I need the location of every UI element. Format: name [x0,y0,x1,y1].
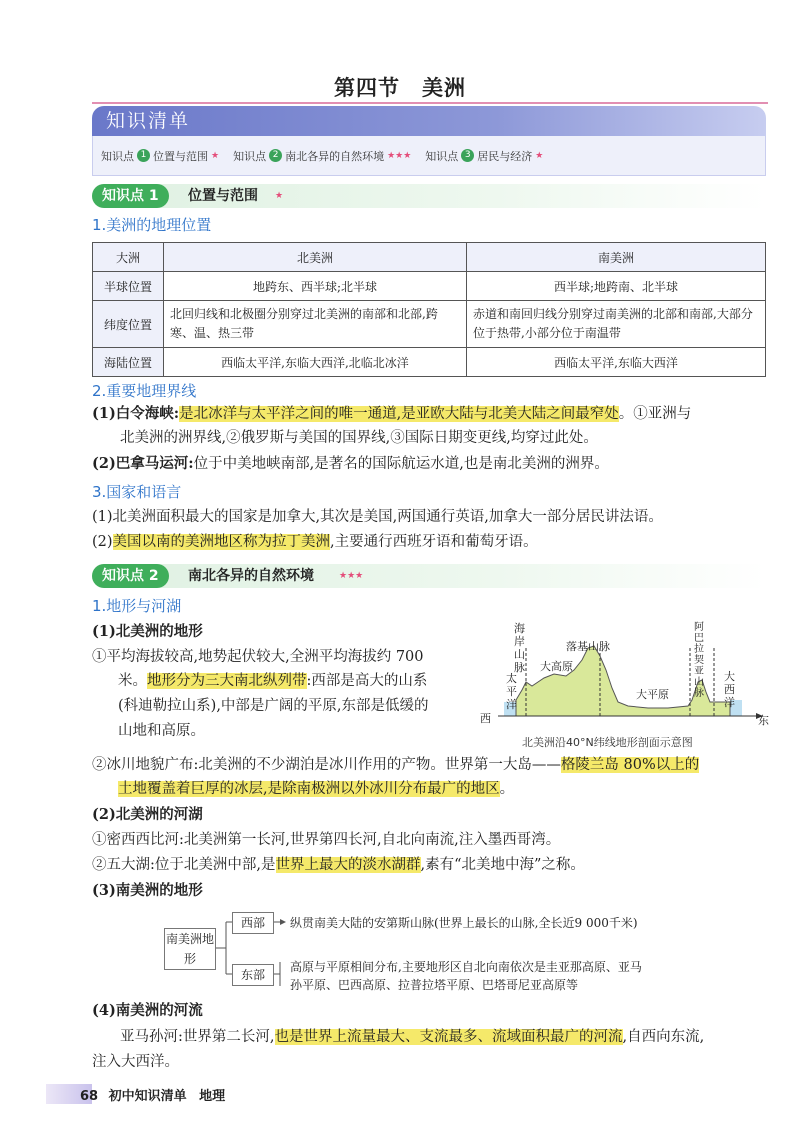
glacier-paragraph-cont [118,778,768,800]
row-label: 纬度位置 [93,301,164,348]
rocky-mountains-label: 落基山脉 [566,640,610,653]
glacier-paragraph [92,754,772,776]
kp-prefix: 知识点 [425,149,459,163]
page-number: 68 [80,1089,99,1104]
pacific-label: 太平洋 [506,672,517,711]
text: 。 [499,781,515,797]
highlight: 土地覆盖着巨厚的冰层,是除南极洲以外冰川分布最广的地区 [118,781,500,797]
west-label: 西 [480,712,491,725]
great-plains-label: 大平原 [636,688,669,701]
row-label: 半球位置 [93,272,164,301]
figure-caption: 北美洲沿40°N纬线地形剖面示意图 [522,736,693,749]
kp-index-item [101,148,219,164]
star-icon: ★ [535,150,544,161]
text: 。①亚洲与 [618,406,692,422]
subsection-title: 1.地形与河湖 [92,597,182,615]
table-cell: 西半球;地跨南、北半球 [467,272,766,301]
text: (科迪勒拉山系),中部是广阔的平原,东部是低缓的 [118,698,429,714]
table-header: 南美洲 [467,243,766,272]
table-cell: 北回归线和北极圈分别穿过北美洲的南部和北部,跨寒、温、热三带 [164,301,467,348]
kp-prefix: 知识点 [101,149,134,163]
text: :西部是高大的山系 [306,673,428,689]
kp-title: 南北各异的自然环境 [285,149,385,163]
atlantic-label: 大西洋 [724,670,735,709]
row-label: 海陆位置 [93,348,164,377]
footer [80,1085,225,1104]
table-cell: 西临太平洋,东临大西洋 [467,348,766,377]
table-cell: 地跨东、西半球;北半球 [164,272,467,301]
table-cell: 西临太平洋,东临大西洋,北临北冰洋 [164,348,467,377]
tree-node-west: 西部 [232,912,274,934]
coast-mountains-label: 海岸山脉 [514,622,525,674]
heading: (1)北美洲的地形 [92,623,203,640]
tree-east-text: 孙平原、巴西高原、拉普拉塔平原、巴塔哥尼亚高原等 [290,978,579,992]
terrain-profile-figure [478,620,769,755]
text: ,主要通行西班牙语和葡萄牙语。 [330,534,538,550]
great-plateau-label: 大高原 [540,660,573,673]
kp1-badge: 知识点 1 [92,184,169,208]
text: ,自西向东流, [622,1029,705,1045]
text: (2) [92,534,113,550]
title-rule [92,102,768,104]
kp-index-item [233,148,411,164]
kp-title: 居民与经济 [477,149,533,163]
kp2-badge: 知识点 2 [92,564,169,588]
kp-number: 1 [137,149,150,162]
book-title: 初中知识清单 [108,1089,187,1104]
highlight: 美国以南的美洲地区称为拉丁美洲 [112,534,331,550]
panama-paragraph [92,453,772,475]
knowledge-point-index [92,136,766,176]
geo-position-table [92,242,766,377]
subject: 地理 [199,1089,226,1104]
subsection-title: 1.美洲的地理位置 [92,216,212,234]
knowledge-list-banner [92,106,766,136]
table-row [93,348,766,377]
banner-title: 知识清单 [106,110,191,132]
tree-east-text: 高原与平原相间分布,主要地形区自北向南依次是圭亚那高原、亚马 [290,960,642,974]
amazon-paragraph [120,1026,780,1048]
kp-prefix: 知识点 [233,149,267,163]
star-icon: ★★★ [387,150,412,161]
bering-paragraph [92,403,772,425]
kp-number: 2 [269,149,282,162]
subsection-title: 3.国家和语言 [92,483,182,501]
term-label: (2)巴拿马运河: [92,455,194,472]
kp2-header [92,564,766,588]
highlight: 是北冰洋与太平洋之间的唯一通道,是亚欧大陆与北美大陆之间最窄处 [179,406,619,422]
heading: (2)北美洲的河湖 [92,806,203,823]
great-lakes-paragraph [92,854,772,876]
term-label: (1)白令海峡: [92,405,180,422]
terrain-paragraph [118,670,488,692]
heading: (3)南美洲的地形 [92,882,203,899]
text: ②冰川地貌广布:北美洲的不少湖泊是冰川作用的产物。世界第一大岛—— [92,757,561,773]
text: 米。 [118,673,147,689]
text: 山地和高原。 [118,723,205,739]
kp-title: 位置与范围 [153,149,208,163]
text: 北美洲的洲界线,②俄罗斯与美国的国界线,③国际日期变更线,均穿过此处。 [120,430,598,446]
kp1-header [92,184,766,208]
table-row [93,272,766,301]
kp1-title: 位置与范围 [188,188,258,204]
arrow-icon [280,919,286,925]
table-header: 北美洲 [164,243,467,272]
page-title [0,72,800,102]
highlight: 也是世界上流量最大、支流最多、流域面积最广的河流 [274,1029,623,1045]
sa-terrain-tree [160,908,760,1000]
star-icon: ★★★ [339,571,364,581]
highlight: 地形分为三大南北纵列带 [147,673,307,689]
text: 注入大西洋。 [92,1054,179,1070]
tree-west-text: 纵贯南美大陆的安第斯山脉(世界上最长的山脉,全长近9 000千米) [290,916,638,930]
latin-america-paragraph [92,531,772,553]
east-label: 东 [758,714,769,727]
tree-node-east: 东部 [232,964,274,986]
text: ②五大湖:位于北美洲中部,是 [92,857,276,873]
table-cell: 赤道和南回归线分别穿过南美洲的北部和南部,大部分位于热带,小部分位于南温带 [467,301,766,348]
section-name: 美洲 [422,75,466,100]
text: ①平均海拔较高,地势起伏较大,全洲平均海拔约 700 [92,649,424,665]
kp-index-item [425,148,543,164]
text: 亚马孙河:世界第二长河, [120,1029,275,1045]
heading: (4)南美洲的河流 [92,1002,203,1019]
text: ①密西西比河:北美洲第一长河,世界第四长河,自北向南流,注入墨西哥湾。 [92,832,561,848]
tree-root: 南美洲地形 [164,928,216,970]
star-icon: ★ [211,150,220,161]
highlight: 世界上最大的淡水湖群 [275,857,421,873]
appalachian-label: 阿巴拉契亚山脉 [694,622,704,699]
text: (1)北美洲面积最大的国家是加拿大,其次是美国,两国通行英语,加拿大一部分居民讲法语。 [92,509,663,525]
subsection-title: 2.重要地理界线 [92,382,197,400]
table-row [93,301,766,348]
star-icon: ★ [275,191,284,201]
kp2-title: 南北各异的自然环境 [188,568,314,584]
text: ,素有“北美地中海”之称。 [420,857,585,873]
text: 位于中美地峡南部,是著名的国际航运水道,也是南北美洲的洲界。 [193,456,609,472]
kp-number: 3 [461,149,474,162]
table-header: 大洲 [93,243,164,272]
highlight: 格陵兰岛 80%以上的 [560,757,700,773]
table-header-row [93,243,766,272]
section-number: 第四节 [334,75,400,100]
